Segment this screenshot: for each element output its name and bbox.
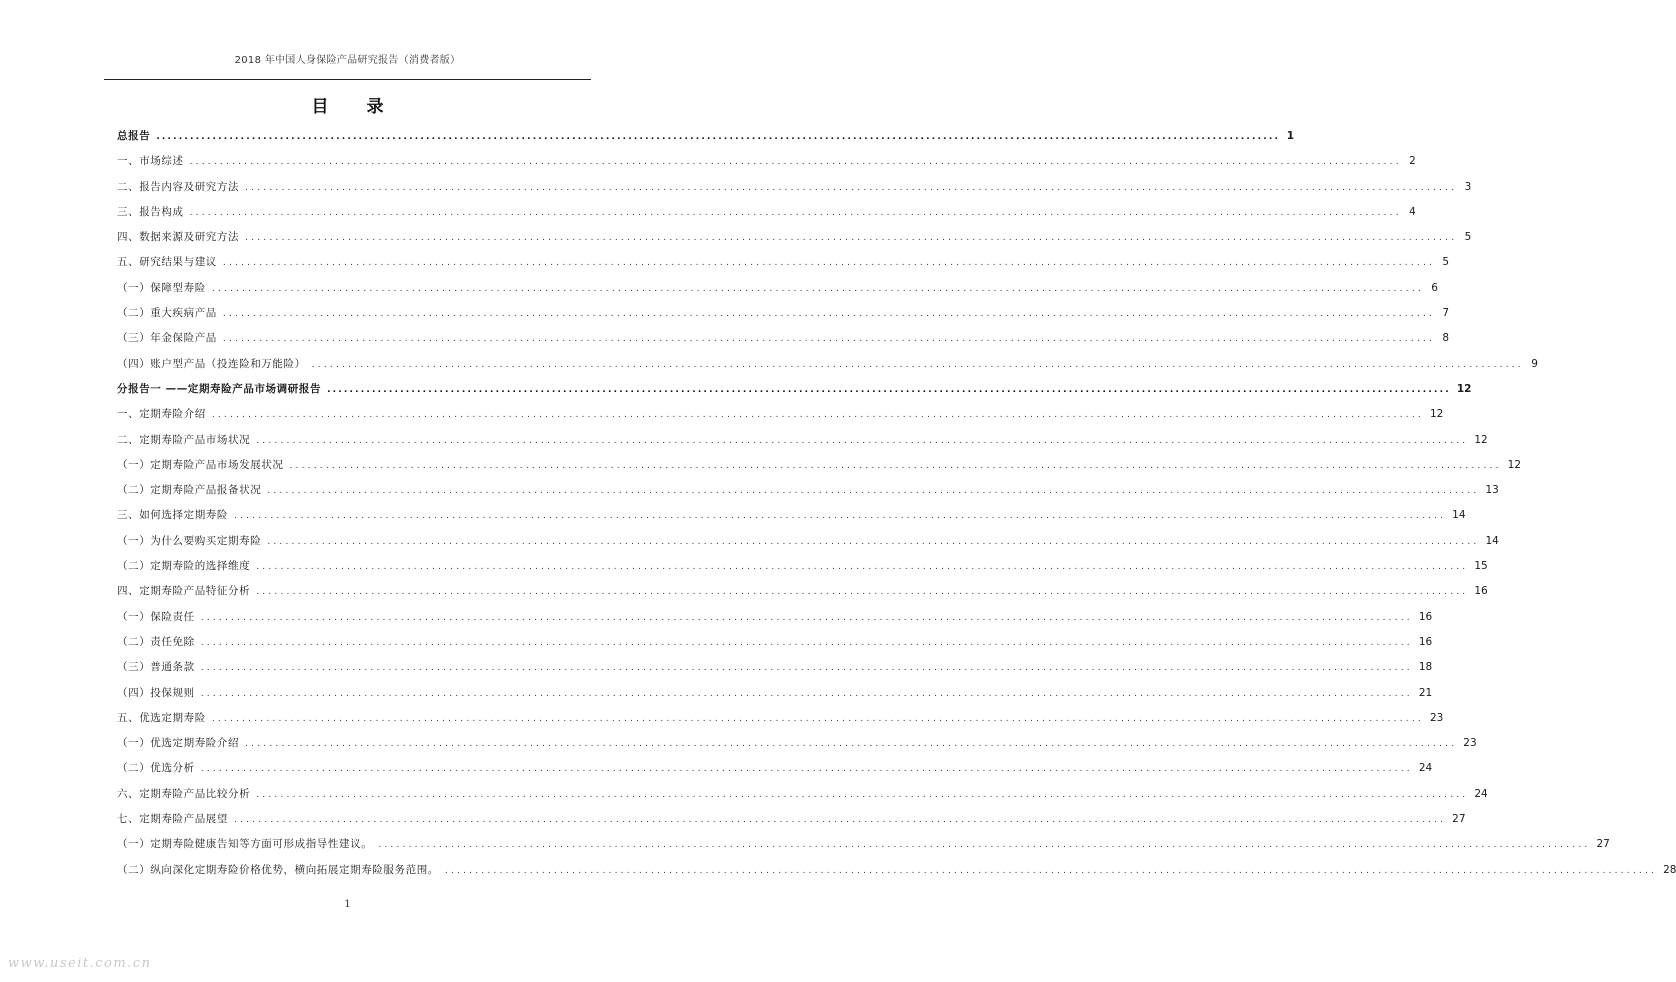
toc-entry-page: 16 <box>1474 585 1488 598</box>
dot-leader: ........................................................................................................................................................................................................ <box>222 258 1436 269</box>
toc-entry[interactable] <box>117 381 1472 406</box>
dot-leader: ........................................................................................................................................................................................................ <box>211 410 1424 421</box>
toc-entry[interactable] <box>117 533 1499 558</box>
toc-entry-page: 1 <box>1286 130 1295 142</box>
toc-entry-label: （一）定期寿险产品市场发展状况 <box>117 458 284 471</box>
toc-entry[interactable] <box>117 507 1466 532</box>
dot-leader: ........................................................................................................................................................................................................ <box>311 359 1524 370</box>
toc-entry[interactable] <box>117 229 1472 254</box>
toc-entry-label: （一）定期寿险健康告知等方面可形成指导性建议。 <box>117 838 373 851</box>
toc-entry-page: 16 <box>1418 635 1433 648</box>
toc-entry[interactable] <box>117 760 1433 785</box>
toc-entry[interactable] <box>117 305 1450 330</box>
toc-entry-label: 总报告 <box>117 130 151 142</box>
toc-entry-page: 6 <box>1431 281 1438 294</box>
toc-entry-label: 分报告一 ——定期寿险产品市场调研报告 <box>117 382 322 395</box>
toc-entry[interactable] <box>117 583 1488 608</box>
toc-entry-label: 三、报告构成 <box>117 205 184 218</box>
toc-title: 目 录 <box>311 97 400 117</box>
dot-leader: ........................................................................................................................................................................................................ <box>200 764 1413 775</box>
toc-entry[interactable] <box>117 862 1676 887</box>
toc-entry-label: （四）投保规则 <box>117 686 195 699</box>
toc-entry-label: （二）纵向深化定期寿险价格优势，横向拓展定期寿险服务范围。 <box>117 863 439 876</box>
toc-entry-label: （一）为什么要购买定期寿险 <box>117 534 262 547</box>
dot-leader: ........................................................................................................................................................................................................ <box>211 283 1424 294</box>
dot-leader: ........................................................................................................................................................................................................ <box>245 182 1458 193</box>
page-number: 1 <box>344 899 351 910</box>
toc-entry-page: 9 <box>1531 357 1538 370</box>
toc-entry[interactable] <box>117 811 1466 836</box>
toc-entry[interactable] <box>117 153 1416 178</box>
dot-leader: ........................................................................................................................................................................................................ <box>222 334 1436 345</box>
toc-entry-page: 16 <box>1418 610 1433 623</box>
dot-leader: ........................................................................................................................................................................................................ <box>256 587 1469 598</box>
toc-entry[interactable] <box>117 406 1444 431</box>
dot-leader: ........................................................................................................................................................................................................ <box>245 739 1458 750</box>
toc-entry-label: 五、优选定期寿险 <box>117 711 206 724</box>
dot-leader: ........................................................................................................................................................................................................ <box>267 536 1480 547</box>
toc-entry-page: 23 <box>1463 737 1477 750</box>
dot-leader: ........................................................................................................................................................................................................ <box>189 157 1402 168</box>
toc-entry[interactable] <box>117 482 1499 507</box>
toc-entry-label: （三）普通条款 <box>117 661 195 674</box>
toc-entry-page: 12 <box>1429 408 1444 421</box>
toc-entry-page: 18 <box>1418 661 1433 674</box>
dot-leader: ........................................................................................................................................................................................................ <box>444 865 1658 876</box>
dot-leader: ........................................................................................................................................................................................................ <box>200 688 1413 699</box>
toc-entry-page: 7 <box>1442 307 1450 320</box>
header-divider <box>104 79 591 80</box>
toc-entry[interactable] <box>117 710 1444 735</box>
toc-entry-page: 14 <box>1485 534 1499 547</box>
toc-entry-page: 15 <box>1474 560 1488 573</box>
toc-entry-page: 23 <box>1429 711 1444 724</box>
dot-leader: ........................................................................................................................................................................................................ <box>222 309 1436 320</box>
dot-leader: ........................................................................................................................................................................................................ <box>378 840 1591 851</box>
dot-leader: ........................................................................................................................................................................................................ <box>256 789 1469 800</box>
dot-leader: ........................................................................................................................................................................................................ <box>245 233 1458 244</box>
toc-entry[interactable] <box>117 634 1433 659</box>
toc-entry-page: 24 <box>1474 787 1488 800</box>
dot-leader: ........................................................................................................................................................................................................ <box>200 663 1413 674</box>
toc-entry-label: （二）责任免除 <box>117 635 195 648</box>
toc-entry[interactable] <box>117 330 1450 355</box>
dot-leader: ........................................................................................................................................................................................................ <box>256 562 1469 573</box>
dot-leader: ........................................................................................................................................................................................................ <box>200 612 1413 623</box>
toc-entry-page: 12 <box>1456 382 1472 395</box>
toc-entry-page: 27 <box>1596 838 1610 851</box>
toc-entry[interactable] <box>117 659 1433 684</box>
toc-entry[interactable] <box>117 179 1472 204</box>
toc-entry-label: 六、定期寿险产品比较分析 <box>117 787 251 800</box>
toc-entry[interactable] <box>117 128 1295 153</box>
toc-entry[interactable] <box>117 609 1433 634</box>
toc-entry-label: （一）优选定期寿险介绍 <box>117 737 240 750</box>
toc-entry-page: 14 <box>1452 509 1466 522</box>
toc-entry-label: 七、定期寿险产品展望 <box>117 813 228 826</box>
toc-entry-page: 5 <box>1442 256 1450 269</box>
toc-entry-label: 二、报告内容及研究方法 <box>117 180 240 193</box>
toc-entry-page: 27 <box>1452 813 1466 826</box>
dot-leader: ........................................................................................................................................................................................................ <box>234 815 1447 826</box>
toc-entry-label: （一）保障型寿险 <box>117 281 206 294</box>
toc-entry-page: 12 <box>1507 458 1522 471</box>
dot-leader: ........................................................................................................................................................................................................ <box>267 486 1480 497</box>
toc-entry-page: 5 <box>1464 231 1472 244</box>
toc-entry-label: 四、定期寿险产品特征分析 <box>117 585 251 598</box>
toc-entry-page: 24 <box>1418 762 1433 775</box>
toc-entry-label: （二）定期寿险产品报备状况 <box>117 484 262 497</box>
toc-entry-label: 三、如何选择定期寿险 <box>117 509 228 522</box>
dot-leader: ........................................................................................................................................................................................................ <box>156 132 1281 142</box>
toc-entry[interactable] <box>117 356 1538 381</box>
toc-entry[interactable] <box>117 786 1488 811</box>
toc-entry-page: 2 <box>1409 155 1416 168</box>
toc-entry-label: 五、研究结果与建议 <box>117 256 217 269</box>
toc-entry-page: 13 <box>1485 484 1499 497</box>
running-header: 2018 年中国人身保险产品研究报告（消费者版） <box>234 55 461 66</box>
dot-leader: ........................................................................................................................................................................................................ <box>234 511 1447 522</box>
toc-entry-label: 一、市场综述 <box>117 155 184 168</box>
toc-entry-label: （二）优选分析 <box>117 762 195 775</box>
dot-leader: ........................................................................................................................................................................................................ <box>189 207 1402 218</box>
toc-entry[interactable] <box>117 280 1438 305</box>
toc-entry-label: （一）保险责任 <box>117 610 195 623</box>
dot-leader: ........................................................................................................................................................................................................ <box>327 384 1451 395</box>
toc-entry-page: 4 <box>1409 205 1416 218</box>
toc-entry-page: 21 <box>1418 686 1433 699</box>
toc-entry[interactable] <box>117 685 1433 710</box>
toc-entry-page: 28 <box>1663 863 1676 876</box>
toc-entry-label: 一、定期寿险介绍 <box>117 408 206 421</box>
toc-entry[interactable] <box>117 432 1488 457</box>
toc-entry-page: 3 <box>1464 180 1472 193</box>
dot-leader: ........................................................................................................................................................................................................ <box>211 713 1424 724</box>
toc-entry-label: 四、数据来源及研究方法 <box>117 231 240 244</box>
toc-entry[interactable] <box>117 204 1416 229</box>
dot-leader: ........................................................................................................................................................................................................ <box>256 435 1469 446</box>
toc-entry-label: （四）账户型产品（投连险和万能险） <box>117 357 306 370</box>
toc-entry-label: （二）定期寿险的选择维度 <box>117 560 251 573</box>
toc-entry[interactable] <box>117 457 1522 482</box>
table-of-contents <box>117 128 1676 887</box>
toc-entry-page: 8 <box>1442 332 1450 345</box>
toc-entry-label: （三）年金保险产品 <box>117 332 217 345</box>
toc-entry-label: （二）重大疾病产品 <box>117 307 217 320</box>
toc-entry[interactable] <box>117 558 1488 583</box>
toc-entry[interactable] <box>117 254 1450 279</box>
watermark: www.useit.com.cn <box>8 956 152 971</box>
toc-entry[interactable] <box>117 735 1477 760</box>
dot-leader: ........................................................................................................................................................................................................ <box>289 460 1502 471</box>
toc-entry-page: 12 <box>1474 433 1488 446</box>
toc-entry[interactable] <box>117 836 1610 861</box>
dot-leader: ........................................................................................................................................................................................................ <box>200 637 1413 648</box>
toc-entry-label: 二、定期寿险产品市场状况 <box>117 433 251 446</box>
